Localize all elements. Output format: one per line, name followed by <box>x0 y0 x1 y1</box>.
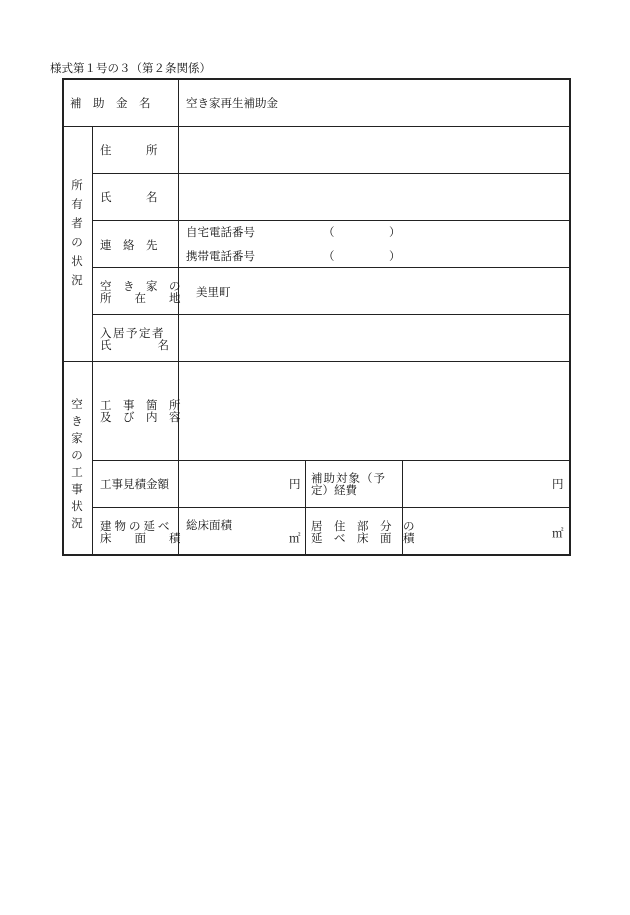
divider-location <box>92 314 571 315</box>
col-divider-label <box>178 78 179 556</box>
divider-subsidy <box>62 126 571 127</box>
estimate-label: 工事見積金額 <box>100 477 169 491</box>
estimate-yen-unit: 円 <box>289 477 301 491</box>
work-group-label: 空き家の工事状況 <box>71 397 83 530</box>
residence-floor-field[interactable] <box>410 525 545 539</box>
divider-work-place <box>92 460 571 461</box>
total-floor-sqm-unit: ㎡ <box>289 531 301 545</box>
address-label: 住 所 <box>100 143 158 157</box>
residence-sqm-unit: ㎡ <box>552 526 564 540</box>
owner-name-field[interactable] <box>186 190 564 204</box>
floor-label-line1: 建物の延べ <box>100 519 173 533</box>
form-heading: 様式第１号の３（第２条関係） <box>50 61 211 75</box>
col-divider-mid <box>305 460 306 556</box>
mobile-phone-label: 携帯電話番号 <box>186 249 255 263</box>
residence-label-line2: 延 べ 床 面 積 <box>311 531 415 545</box>
resident-label-line2: 氏 名 <box>100 338 169 352</box>
divider-contact <box>92 267 571 268</box>
home-phone-label: 自宅電話番号 <box>186 225 255 239</box>
table-border-left <box>62 78 64 556</box>
subsidy-name-value[interactable]: 空き家再生補助金 <box>186 96 278 110</box>
resident-name-field[interactable] <box>186 330 564 344</box>
divider-estimate <box>92 507 571 508</box>
subsidy-cost-field[interactable] <box>410 477 545 491</box>
address-field[interactable] <box>186 143 564 157</box>
divider-address <box>92 173 571 174</box>
work-place-field[interactable] <box>186 370 564 454</box>
contact-label: 連 絡 先 <box>100 238 158 252</box>
home-phone-paren-open: （ <box>323 225 335 239</box>
total-floor-label: 総床面積 <box>186 518 232 532</box>
divider-name <box>92 220 571 221</box>
subsidy-cost-label-line2: 定）経費 <box>311 483 357 497</box>
work-place-label-line2: 及 び 内 容 <box>100 410 181 424</box>
residence-label-line1: 居 住 部 分 の <box>311 519 415 533</box>
home-phone-paren-close: ） <box>389 225 401 239</box>
divider-owner-work <box>62 361 571 362</box>
subsidy-cost-label-line1: 補助対象（予 <box>311 471 386 485</box>
subsidy-name-label: 補 助 金 名 <box>70 96 151 110</box>
work-place-label-line1: 工 事 箇 所 <box>100 398 181 412</box>
table-border-bottom <box>62 554 571 556</box>
location-value[interactable]: 美里町 <box>196 285 231 299</box>
owner-group-label: 所有者の状況 <box>71 178 83 287</box>
col-divider-group <box>92 126 93 556</box>
location-label-line2: 所 在 地 <box>100 291 181 305</box>
owner-name-label: 氏 名 <box>100 190 158 204</box>
location-label-line1: 空 き 家 の <box>100 279 181 293</box>
total-floor-field[interactable] <box>186 533 286 547</box>
floor-label-line2: 床 面 積 <box>100 531 181 545</box>
mobile-phone-paren-open: （ <box>323 249 335 263</box>
subsidy-cost-yen-unit: 円 <box>552 477 564 491</box>
table-border-top <box>62 78 571 80</box>
estimate-field[interactable] <box>186 477 286 491</box>
table-border-right <box>569 78 571 556</box>
mobile-phone-paren-close: ） <box>389 249 401 263</box>
resident-label-line1: 入居予定者 <box>100 326 165 340</box>
